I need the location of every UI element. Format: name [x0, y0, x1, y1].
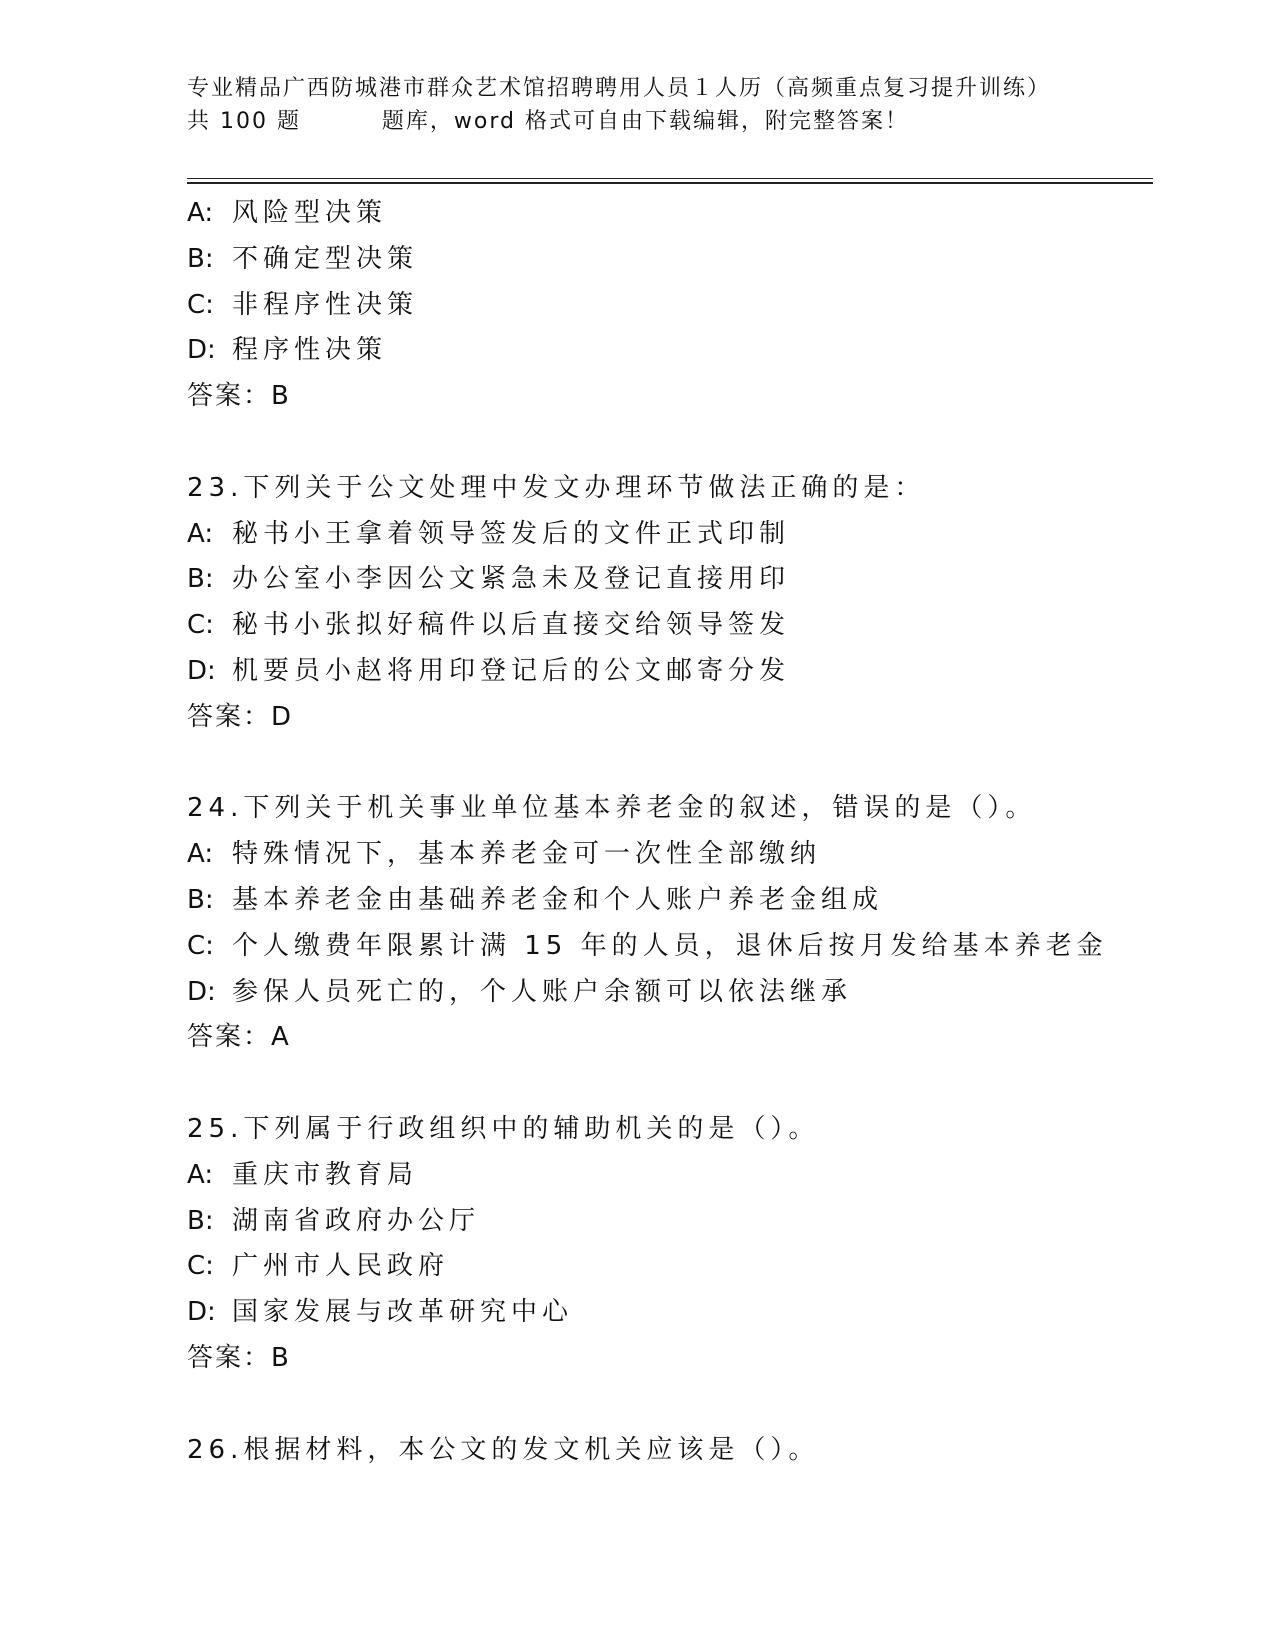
- option-text: 基本养老金由基础养老金和个人账户养老金组成: [232, 884, 884, 915]
- document-header: [187, 72, 1127, 138]
- option-key: A:: [187, 839, 214, 870]
- option: [187, 1199, 1187, 1245]
- option-text: 秘书小张拟好稿件以后直接交给领导签发: [232, 610, 791, 641]
- option-key: A:: [187, 1159, 214, 1190]
- option-text: 办公室小李因公文紧急未及登记直接用印: [232, 564, 791, 595]
- option: [187, 878, 1187, 924]
- option-text: 不确定型决策: [232, 243, 419, 274]
- option-text: 广州市人民政府: [232, 1251, 450, 1282]
- option-key: C:: [187, 930, 214, 961]
- option-key: B:: [187, 243, 214, 274]
- option-key: D:: [187, 1297, 216, 1328]
- option-key: B:: [187, 564, 214, 595]
- option: [187, 512, 1187, 558]
- option: [187, 1244, 1187, 1290]
- question-list: [187, 191, 1187, 1473]
- option: [187, 557, 1187, 603]
- option-text: 秘书小王拿着领导签发后的文件正式印制: [232, 518, 791, 549]
- answer-line: 答案：B: [187, 381, 291, 412]
- option-text: 非程序性决策: [232, 289, 419, 320]
- option: [187, 924, 1187, 970]
- option: [187, 237, 1187, 283]
- question-block: [187, 786, 1187, 1061]
- option-key: C:: [187, 610, 214, 641]
- question-block: [187, 466, 1187, 741]
- option: [187, 328, 1187, 374]
- option-text: 机要员小赵将用印登记后的公文邮寄分发: [232, 655, 791, 686]
- option-key: D:: [187, 655, 216, 686]
- spacer: [187, 420, 1187, 466]
- spacer: [187, 1061, 1187, 1107]
- question-stem: 24.下列关于机关事业单位基本养老金的叙述，错误的是（）。: [187, 793, 1037, 824]
- option-key: D:: [187, 976, 216, 1007]
- option: [187, 832, 1187, 878]
- option-key: A:: [187, 518, 214, 549]
- option-key: B:: [187, 884, 214, 915]
- option-text: 个人缴费年限累计满 15 年的人员，退休后按月发给基本养老金: [232, 930, 1108, 961]
- option-text: 国家发展与改革研究中心: [232, 1297, 574, 1328]
- option-key: D:: [187, 335, 216, 366]
- option-text: 湖南省政府办公厅: [232, 1205, 481, 1236]
- spacer: [187, 1382, 1187, 1428]
- option: [187, 603, 1187, 649]
- option-key: A:: [187, 198, 214, 228]
- question-stem: 26.根据材料，本公文的发文机关应该是（）。: [187, 1434, 820, 1465]
- option-text: 重庆市教育局: [232, 1159, 419, 1190]
- option: [187, 1290, 1187, 1336]
- option: [187, 191, 1187, 237]
- answer-line: 答案：D: [187, 701, 294, 732]
- option-text: 风险型决策: [232, 198, 388, 228]
- header-subtitle: 共 100 题 题库，word 格式可自由下载编辑，附完整答案！: [187, 109, 909, 134]
- option-text: 程序性决策: [232, 335, 388, 366]
- answer-line: 答案：A: [187, 1022, 291, 1053]
- header-divider-thick: [187, 182, 1153, 184]
- question-stem: 23.下列关于公文处理中发文办理环节做法正确的是：: [187, 472, 926, 503]
- option: [187, 649, 1187, 695]
- question-block: [187, 1107, 1187, 1382]
- question-block: [187, 191, 1187, 420]
- option-key: C:: [187, 1251, 214, 1282]
- option: [187, 970, 1187, 1016]
- question-stem: 25.下列属于行政组织中的辅助机关的是（）。: [187, 1113, 820, 1144]
- header-title: 专业精品广西防城港市群众艺术馆招聘聘用人员１人历（高频重点复习提升训练）: [187, 76, 1052, 101]
- option-text: 参保人员死亡的，个人账户余额可以依法继承: [232, 976, 853, 1007]
- header-divider: [187, 178, 1153, 179]
- option-key: B:: [187, 1205, 214, 1236]
- spacer: [187, 741, 1187, 787]
- question-block: [187, 1428, 1187, 1474]
- option: [187, 1153, 1187, 1199]
- option-text: 特殊情况下，基本养老金可一次性全部缴纳: [232, 839, 822, 870]
- option-key: C:: [187, 289, 214, 320]
- option: [187, 283, 1187, 329]
- answer-line: 答案：B: [187, 1342, 291, 1373]
